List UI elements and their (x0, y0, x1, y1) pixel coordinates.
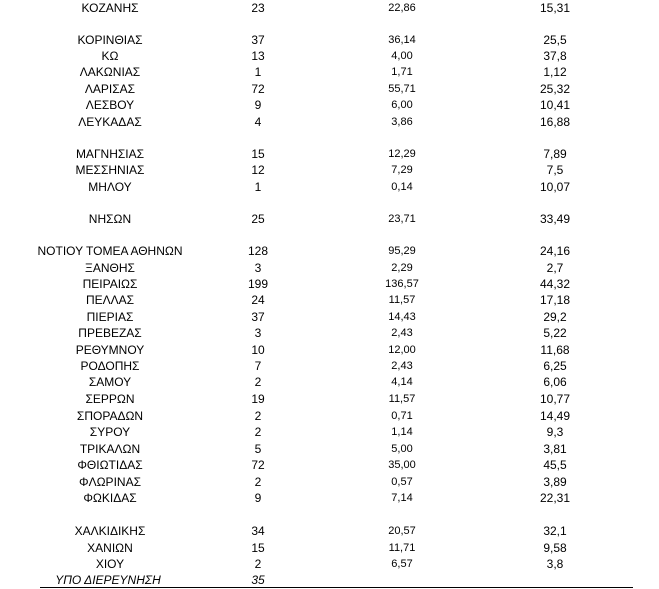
regional-unit-name: ΡΕΘΥΜΝΟΥ (75, 343, 145, 357)
table-row (0, 408, 659, 424)
rate-value: 11,57 (388, 393, 416, 405)
table-row (0, 424, 659, 440)
rate-value: 11,71 (388, 542, 416, 554)
bottom-rule (40, 587, 633, 588)
rate-value: 1,14 (391, 426, 413, 438)
case-count: 24 (251, 293, 265, 307)
regional-unit-name: ΜΗΛΟΥ (88, 180, 132, 194)
rate-value: 55,71 (388, 83, 416, 95)
regional-unit-name: ΜΑΓΝΗΣΙΑΣ (75, 147, 145, 161)
per-capita-value: 10,77 (539, 392, 571, 406)
case-count: 2 (254, 425, 262, 439)
case-count: 19 (251, 392, 265, 406)
rate-value: 6,57 (391, 558, 413, 570)
table-row (0, 292, 659, 308)
table-row (0, 97, 659, 113)
rate-value: 1,71 (391, 66, 413, 78)
regional-unit-name: ΛΕΥΚΑΔΑΣ (78, 115, 142, 129)
per-capita-value: 37,8 (543, 49, 567, 63)
per-capita-value: 7,5 (546, 163, 564, 177)
rate-value: 12,00 (388, 344, 416, 356)
under-investigation-label: ΥΠΟ ΔΙΕΡΕΥΝΗΣΗ (55, 573, 161, 587)
per-capita-value: 6,06 (543, 375, 567, 389)
per-capita-value: 6,25 (543, 359, 567, 373)
table-row (0, 32, 659, 48)
regional-unit-name: ΠΡΕΒΕΖΑΣ (78, 326, 142, 340)
table-row (0, 325, 659, 341)
per-capita-value: 44,32 (539, 277, 571, 291)
rate-value: 0,57 (391, 476, 413, 488)
regional-unit-name: ΠΕΛΛΑΣ (85, 293, 135, 307)
table-row (0, 391, 659, 407)
under-investigation-row (0, 572, 659, 588)
regional-unit-name: ΞΑΝΘΗΣ (85, 261, 135, 275)
rate-value: 23,71 (388, 213, 416, 225)
regional-unit-name: ΦΩΚΙΔΑΣ (83, 491, 137, 505)
case-count: 12 (251, 163, 265, 177)
per-capita-value: 22,31 (539, 491, 571, 505)
per-capita-value: 3,89 (543, 475, 567, 489)
rate-value: 2,43 (391, 360, 413, 372)
per-capita-value: 14,49 (539, 409, 571, 423)
rate-value: 20,57 (388, 525, 416, 537)
case-count: 25 (251, 212, 265, 226)
regional-unit-name: ΠΕΙΡΑΙΩΣ (82, 277, 138, 291)
case-count: 3 (254, 261, 262, 275)
table-row (0, 81, 659, 97)
regional-unit-name: ΣΥΡΟΥ (89, 425, 131, 439)
table-row (0, 540, 659, 556)
rate-value: 7,29 (391, 164, 413, 176)
rate-value: 0,71 (391, 410, 413, 422)
rate-value: 3,86 (391, 116, 413, 128)
table-row (0, 523, 659, 539)
per-capita-value: 25,32 (539, 82, 571, 96)
regional-unit-name: ΤΡΙΚΑΛΩΝ (79, 442, 141, 456)
rate-value: 35,00 (388, 459, 416, 471)
case-count: 1 (254, 180, 262, 194)
case-count: 15 (251, 541, 265, 555)
case-count: 37 (251, 310, 265, 324)
case-count: 199 (247, 277, 269, 291)
table-row (0, 260, 659, 276)
per-capita-value: 32,1 (543, 524, 567, 538)
rate-value: 12,29 (388, 148, 416, 160)
per-capita-value: 33,49 (539, 212, 571, 226)
case-count: 15 (251, 147, 265, 161)
regional-unit-name: ΚΟΡΙΝΘΙΑΣ (77, 33, 143, 47)
per-capita-value: 17,18 (539, 293, 571, 307)
rate-value: 2,29 (391, 262, 413, 274)
regional-unit-name: ΝΟΤΙΟΥ ΤΟΜΕΑ ΑΘΗΝΩΝ (37, 244, 183, 258)
per-capita-value: 9,3 (546, 425, 564, 439)
table-row (0, 276, 659, 292)
regional-unit-name: ΣΑΜΟΥ (88, 375, 132, 389)
per-capita-value: 3,8 (546, 557, 564, 571)
rate-value: 11,57 (388, 294, 416, 306)
regional-unit-name: ΧΙΟΥ (95, 557, 125, 571)
regional-unit-name: ΦΘΙΩΤΙΔΑΣ (77, 458, 143, 472)
case-count: 1 (254, 65, 262, 79)
regional-unit-name: ΛΕΣΒΟΥ (85, 98, 135, 112)
regional-unit-name: ΧΑΛΚΙΔΙΚΗΣ (74, 524, 146, 538)
case-count: 5 (254, 442, 262, 456)
regional-unit-name: ΧΑΝΙΩΝ (87, 541, 133, 555)
table-row (0, 374, 659, 390)
per-capita-value: 15,31 (539, 1, 571, 15)
rate-value: 4,00 (391, 50, 413, 62)
rate-value: 14,43 (388, 311, 416, 323)
rate-value: 0,14 (391, 181, 413, 193)
regional-unit-name: ΛΑΡΙΣΑΣ (84, 82, 136, 96)
case-count: 7 (254, 359, 262, 373)
table-row (0, 342, 659, 358)
table-row (0, 457, 659, 473)
table-row (0, 211, 659, 227)
case-count: 37 (251, 33, 265, 47)
case-count: 72 (251, 458, 265, 472)
case-count: 13 (251, 49, 265, 63)
regional-unit-name: ΛΑΚΩΝΙΑΣ (79, 65, 141, 79)
table-row (0, 0, 659, 16)
regional-unit-name: ΦΛΩΡΙΝΑΣ (79, 475, 141, 489)
per-capita-value: 10,07 (539, 180, 571, 194)
table-row (0, 474, 659, 490)
case-count: 23 (251, 1, 265, 15)
regional-unit-name: ΡΟΔΟΠΗΣ (80, 359, 140, 373)
table-row (0, 179, 659, 195)
table-row (0, 243, 659, 259)
rate-value: 7,14 (391, 492, 413, 504)
per-capita-value: 45,5 (543, 458, 567, 472)
per-capita-value: 24,16 (539, 244, 571, 258)
per-capita-value: 5,22 (543, 326, 567, 340)
table-row (0, 48, 659, 64)
per-capita-value: 16,88 (539, 115, 571, 129)
case-count: 4 (254, 115, 262, 129)
table-row (0, 490, 659, 506)
rate-value: 36,14 (388, 34, 416, 46)
per-capita-value: 2,7 (546, 261, 564, 275)
regional-unit-name: ΠΙΕΡΙΑΣ (86, 310, 134, 324)
per-capita-value: 25,5 (543, 33, 567, 47)
regional-unit-name: ΚΩ (101, 49, 119, 63)
regional-unit-name: ΣΕΡΡΩΝ (85, 392, 135, 406)
rate-value: 2,43 (391, 327, 413, 339)
regional-unit-name: ΝΗΣΩΝ (88, 212, 132, 226)
rate-value: 95,29 (388, 245, 416, 257)
table-row (0, 146, 659, 162)
rate-value: 5,00 (391, 443, 413, 455)
rate-value: 6,00 (391, 99, 413, 111)
table-row (0, 358, 659, 374)
table-row (0, 114, 659, 130)
regional-unit-name: ΜΕΣΣΗΝΙΑΣ (75, 163, 145, 177)
table-row (0, 162, 659, 178)
per-capita-value: 7,89 (543, 147, 567, 161)
per-capita-value: 29,2 (543, 310, 567, 324)
case-count: 128 (247, 244, 269, 258)
case-count: 34 (251, 524, 265, 538)
case-count: 3 (254, 326, 262, 340)
case-count: 2 (254, 557, 262, 571)
per-capita-value: 10,41 (539, 98, 571, 112)
case-count: 9 (254, 98, 262, 112)
rate-value: 22,86 (388, 2, 416, 14)
rate-value: 136,57 (385, 278, 419, 290)
case-count: 9 (254, 491, 262, 505)
table-row (0, 64, 659, 80)
per-capita-value: 11,68 (540, 343, 570, 357)
case-count: 10 (251, 343, 265, 357)
table-row (0, 441, 659, 457)
under-investigation-count: 35 (251, 573, 265, 587)
table-row (0, 309, 659, 325)
case-count: 2 (254, 409, 262, 423)
regional-unit-name: ΣΠΟΡΑΔΩΝ (76, 409, 144, 423)
regional-unit-name: ΚΟΖΑΝΗΣ (81, 1, 139, 15)
table-row (0, 556, 659, 572)
rate-value: 4,14 (391, 376, 413, 388)
per-capita-value: 9,58 (543, 541, 567, 555)
case-count: 2 (254, 475, 262, 489)
case-count: 72 (251, 82, 265, 96)
case-count: 2 (254, 375, 262, 389)
per-capita-value: 3,81 (543, 442, 567, 456)
per-capita-value: 1,12 (543, 65, 567, 79)
